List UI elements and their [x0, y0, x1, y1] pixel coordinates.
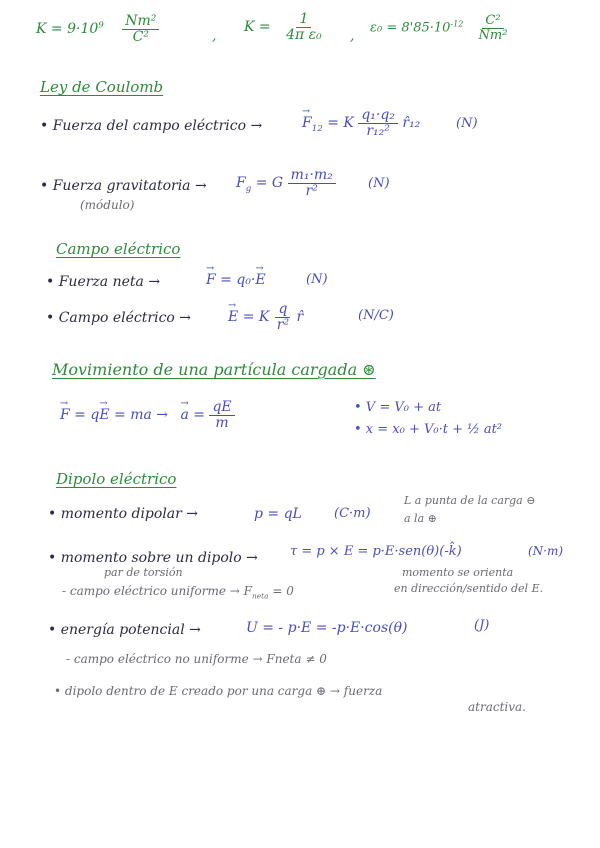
constant-k — [36, 14, 159, 44]
net-force-formula: → F = q₀·→ E — [206, 272, 266, 288]
dipole-torque-note-2: en dirección/sentido del E. — [394, 582, 544, 595]
dipole-in-field-note: • dipolo dentro de E creado por una carga ⊕ → fuerza — [54, 684, 383, 698]
gravity-force-formula: $F_g = G$ $\frac{\text{m₁·m₂}}{\text{r²}}$ — [236, 168, 336, 198]
heading-movimiento-particula: Movimiento de una partícula cargada ⊛ — [52, 360, 376, 379]
coulomb-force-label: • Fuerza del campo eléctrico → — [40, 118, 263, 134]
separator: , — [212, 28, 217, 44]
k-exponent: 9 — [98, 20, 104, 31]
uniform-field-note: - campo eléctrico uniforme → $F_{neta} = 0$ — [62, 584, 294, 601]
separator: , — [350, 28, 355, 44]
gravity-force-unit: (N) — [368, 176, 390, 191]
constant-k-coulomb: K = $\frac{1}{\text{4π ε₀}}$ — [244, 11, 322, 43]
dipole-torque-sub: par de torsión — [104, 566, 183, 579]
gravity-force-sublabel: (módulo) — [80, 198, 135, 212]
kinematics-velocity: • V = V₀ + at — [354, 400, 442, 415]
kinematics-position: • x = x₀ + V₀·t + ½ at² — [354, 422, 503, 437]
non-uniform-field-note: - campo eléctrico no uniforme → Fneta ≠ 0 — [66, 652, 327, 666]
constant-epsilon0: $\varepsilon_0 = 8'85\cdot 10^{-12}$ $\frac{\text{C²}}{\text{Nm²}}$ — [370, 13, 508, 43]
heading-ley-de-coulomb: Ley de Coulomb — [40, 78, 164, 96]
k-value: K = 9·10 — [36, 21, 99, 38]
electric-field-formula: → E = K $\frac{q}{\text{r²}}$ r̂ — [228, 302, 303, 332]
dipole-in-field-note-2: atractiva. — [468, 700, 526, 714]
dipole-torque-formula: τ = p × E = p·E·sen(θ)(-k̂) — [290, 544, 462, 559]
dipole-torque-unit: (N·m) — [528, 544, 564, 558]
electric-field-unit: (N/C) — [358, 308, 394, 323]
potential-energy-unit: (J) — [474, 618, 490, 633]
motion-newton-formula: → F = q→ E = ma → → a = $\frac{qE}{m}$ — [60, 400, 235, 430]
dipole-torque-note-1: momento se orienta — [402, 566, 514, 579]
dipole-moment-note-1: L a punta de la carga ⊖ — [404, 494, 536, 507]
coulomb-force-unit: (N) — [456, 116, 478, 131]
dipole-moment-note-2: a la ⊕ — [404, 512, 437, 525]
dipole-moment-unit: (C·m) — [334, 506, 371, 521]
net-force-label: • Fuerza neta → — [46, 274, 161, 290]
dipole-moment-label: • momento dipolar → — [48, 506, 199, 522]
k-units: $\frac{\text{Nm²}}{\text{C²}}$ — [122, 14, 159, 44]
electric-field-label: • Campo eléctrico → — [46, 310, 192, 326]
heading-dipolo-electrico: Dipolo eléctrico — [56, 470, 177, 488]
heading-campo-electrico: Campo eléctrico — [56, 240, 181, 258]
potential-energy-label: • energía potencial → — [48, 622, 201, 638]
dipole-moment-formula: p = qL — [254, 506, 302, 522]
gravity-force-label: • Fuerza gravitatoria → — [40, 178, 207, 194]
coulomb-force-formula: → $F_{12} = K$ $\frac{\text{q₁·q₂}}{\text{r₁₂²}}$ r̂₁₂ — [302, 108, 420, 138]
potential-energy-formula: U = - p·E = -p·E·cos(θ) — [246, 620, 408, 636]
net-force-unit: (N) — [306, 272, 328, 287]
dipole-torque-label: • momento sobre un dipolo → — [48, 550, 258, 566]
